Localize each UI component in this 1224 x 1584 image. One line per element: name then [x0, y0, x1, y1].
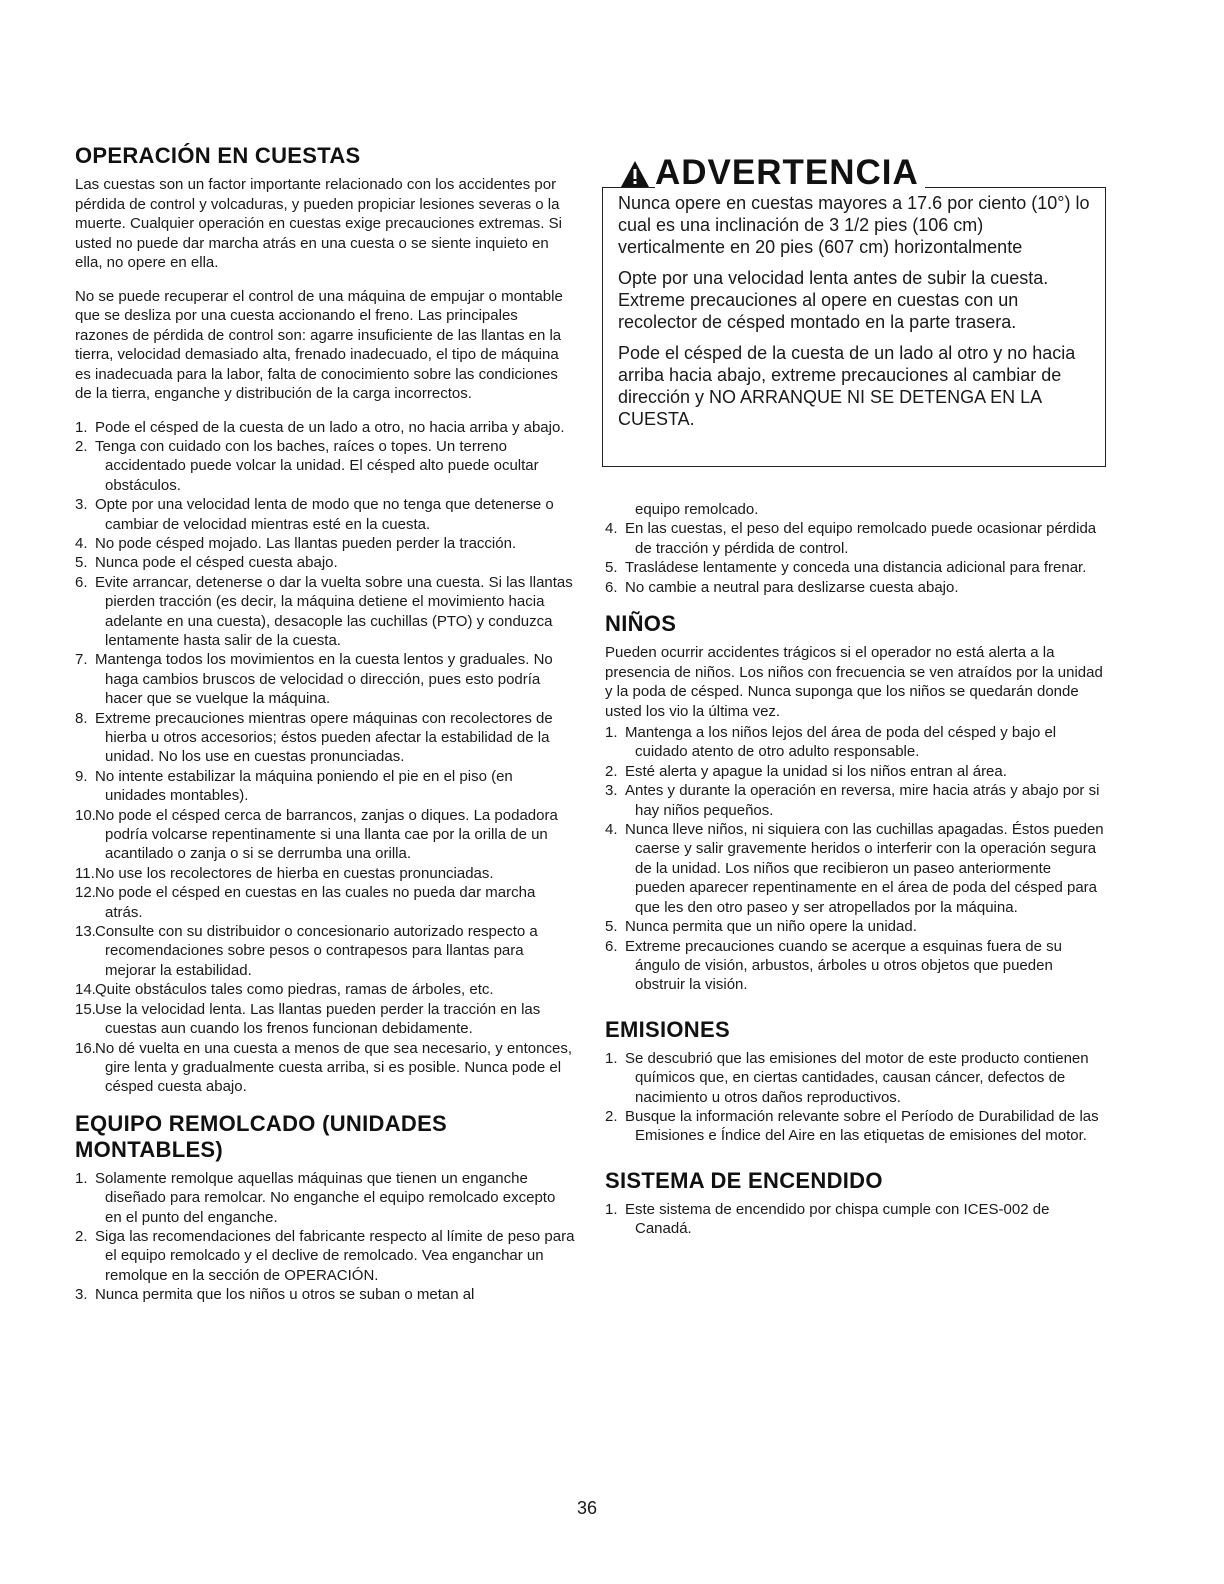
list-item [605, 1107, 1105, 1146]
warning-title: ADVERTENCIA [655, 150, 925, 196]
list-item-text: Solamente remolque aquellas máquinas que tienen un enganche diseñado para remolcar. No enganche el equipo remolcado excepto en el punto del enganche. [95, 1169, 556, 1226]
list-item-text: Antes y durante la operación en reversa, mire hacia atrás y abajo por si hay niños pequeños. [625, 782, 1100, 819]
warning-paragraph-3: Pode el césped de la cuesta de un lado al otro y no hacia arriba hacia abajo, extreme precauciones al cambiar de dirección y NO ARRANQUE NI SE DETENGA EN LA CUESTA. [618, 343, 1076, 429]
list-item-text: Se descubrió que las emisiones del motor de este producto contienen químicos que, en ciertas cantidades, causan cáncer, defectos de nacimiento u otros daños reproductivos. [625, 1049, 1089, 1106]
list-item-number: 3. [605, 782, 618, 800]
section-title-ninos: NIÑOS [605, 611, 677, 637]
list-item [75, 1039, 575, 1097]
list-item-number: 4. [605, 520, 618, 538]
list-item [605, 578, 1105, 597]
list-item-number: 16. [75, 1039, 96, 1057]
equipo-continuation: equipo remolcado. [635, 501, 759, 518]
list-item [75, 1169, 575, 1227]
list-item-text: Nunca permita que un niño opere la unidad. [625, 918, 917, 936]
warning-body [618, 192, 1094, 439]
warning-paragraph-2: Opte por una velocidad lenta antes de subir la cuesta. Extreme precauciones al opere en cuestas con un recolector de césped montado en la parte trasera. [618, 268, 1049, 332]
list-item-number: 13. [75, 923, 96, 941]
slope-safety-list [75, 418, 575, 1097]
list-item-text: Use la velocidad lenta. Las llantas pueden perder la tracción en las cuestas aun cuando los frenos funcionan debidamente. [95, 1000, 541, 1038]
operacion-paragraph-2: No se puede recuperar el control de una máquina de empujar o montable que se desliza por una cuesta accionando el freno. Las principales razones de pérdida de control son: agarre insuficiente de las llantas en la tierra, velocidad demasiado alta, frenado inadecuado, el tipo de máquina es inadecuada para la labor, falta de conocimiento sobre las condiciones de la tierra, enganche y distribución de la carga incorrectos. [75, 287, 563, 402]
list-item [75, 650, 575, 708]
list-item [75, 573, 575, 651]
list-item-number: 5. [75, 554, 88, 572]
list-item-number: 14. [75, 981, 96, 999]
list-item-number: 1. [605, 1049, 618, 1067]
list-item-text: Mantenga a los niños lejos del área de poda del césped y bajo el cuidado atento de otro adulto responsable. [625, 724, 1057, 761]
list-item-text: No intente estabilizar la máquina poniendo el pie en el piso (en unidades montables). [95, 767, 513, 805]
list-item-text: No pode el césped en cuestas en las cuales no pueda dar marcha atrás. [95, 884, 536, 921]
list-item [75, 709, 575, 767]
list-item [605, 519, 1105, 558]
list-item [75, 767, 575, 806]
list-item-number: 6. [75, 573, 88, 591]
list-item-number: 1. [605, 1200, 618, 1218]
list-item-number: 10. [75, 806, 96, 824]
ninos-list [605, 723, 1105, 995]
section-title-encendido: SISTEMA DE ENCENDIDO [605, 1167, 883, 1193]
list-item-text: Evite arrancar, detenerse o dar la vuelta sobre una cuesta. Si las llantas pierden tracción (es decir, la máquina detiene el movimiento hacia adelante en una cuesta), desacople las cuchillas (PTO) y conduzca lentamente hasta salir de la cuesta. [95, 573, 573, 649]
list-item-text: No pode césped mojado. Las llantas pueden perder la tracción. [95, 534, 517, 552]
section-title-equipo-remolcado: EQUIPO REMOLCADO (UNIDADES MONTABLES) [75, 1110, 448, 1162]
list-item-text: Trasládese lentamente y conceda una distancia adicional para frenar. [625, 559, 1087, 577]
list-item-number: 2. [605, 762, 618, 780]
operacion-paragraph-1: Las cuestas son un factor importante relacionado con los accidentes por pérdida de control y volcaduras, y pueden propiciar lesiones severas o la muerte. Cualquier operación en cuestas exige precauciones extremas. Si usted no puede dar marcha atrás en una cuesta o se siente inquieto en ella, no opere en ella. [75, 176, 562, 271]
list-item-number: 6. [605, 937, 618, 955]
list-item-text: Este sistema de encendido por chispa cumple con ICES-002 de Canadá. [625, 1200, 1050, 1238]
list-item-text: Nunca pode el césped cuesta abajo. [95, 554, 338, 572]
list-item-text: Nunca permita que los niños u otros se suban o metan al [95, 1286, 475, 1304]
list-item-text: Opte por una velocidad lenta de modo que no tenga que detenerse o cambiar de velocidad mientras esté en la cuesta. [95, 496, 554, 533]
emisiones-list [605, 1049, 1105, 1146]
list-item-number: 3. [75, 1286, 88, 1304]
list-item-number: 2. [75, 437, 88, 455]
list-item [605, 762, 1105, 781]
list-item-number: 7. [75, 651, 88, 669]
right-column [605, 500, 1105, 1253]
section-title-emisiones: EMISIONES [605, 1016, 730, 1042]
list-item-text: Extreme precauciones mientras opere máquinas con recolectores de hierba u otros accesorios; éstos pueden afectar la estabilidad de la unidad. No los use en cuestas pronunciadas. [95, 709, 553, 766]
list-item-number: 9. [75, 767, 88, 785]
list-item-text: Pode el césped de la cuesta de un lado a otro, no hacia arriba y abajo. [95, 418, 565, 436]
list-item [605, 820, 1105, 917]
list-item [75, 1285, 575, 1304]
list-item-number: 5. [605, 559, 618, 577]
list-item-number: 1. [75, 418, 88, 436]
list-item-number: 15. [75, 1000, 96, 1018]
list-item [75, 437, 575, 495]
list-item [75, 418, 575, 437]
list-item-text: Tenga con cuidado con los baches, raíces o topes. Un terreno accidentado puede volcar la unidad. El césped alto puede ocultar obstáculos. [95, 437, 539, 494]
list-item [75, 883, 575, 922]
list-item-number: 12. [75, 884, 96, 902]
list-item-text: Nunca lleve niños, ni siquiera con las cuchillas apagadas. Éstos pueden caerse y salir gravemente heridos o interferir con la operación segura de la unidad. Los niños que recibieron un paseo anteriormente pueden aparecer repentinamente en el área de poda del césped para que les den otro paseo y ser atropellados por la máquina. [625, 821, 1104, 916]
list-item-text: No cambie a neutral para deslizarse cuesta abajo. [625, 578, 959, 596]
list-item-number: 1. [75, 1169, 88, 1187]
list-item-number: 4. [605, 821, 618, 839]
list-item-text: No pode el césped cerca de barrancos, zanjas o diques. La podadora podría volcarse repentinamente si una llanta cae por la orilla de un acantilado o zanja o si se derrumba una orilla. [95, 806, 558, 863]
list-item [75, 1227, 575, 1285]
list-item [75, 980, 575, 999]
list-item [605, 781, 1105, 820]
list-item-text: Siga las recomendaciones del fabricante respecto al límite de peso para el equipo remolcado y el declive de remolcado. Vea enganchar un remolque en la sección de OPERACIÓN. [95, 1227, 575, 1284]
list-item-text: Quite obstáculos tales como piedras, ramas de árboles, etc. [95, 981, 494, 999]
list-item [75, 864, 575, 883]
list-item-number: 11. [75, 864, 95, 882]
list-item [605, 1049, 1105, 1107]
list-item-number: 2. [605, 1107, 618, 1125]
list-item-text: No use los recolectores de hierba en cuestas pronunciadas. [95, 864, 494, 882]
list-item [605, 917, 1105, 936]
list-item-number: 4. [75, 534, 88, 552]
list-item-number: 8. [75, 709, 88, 727]
list-item [75, 534, 575, 553]
list-item [75, 495, 575, 534]
list-item-number: 6. [605, 578, 618, 596]
warning-paragraph-1: Nunca opere en cuestas mayores a 17.6 por ciento (10°) lo cual es una inclinación de 3 1/2 pies (106 cm) verticalmente en 20 pies (607 cm) horizontalmente [618, 193, 1090, 257]
list-item-text: Extreme precauciones cuando se acerque a esquinas fuera de su ángulo de visión, arbustos, árboles u otros objetos que pueden obstruir la visión. [625, 937, 1062, 994]
list-item [75, 553, 575, 572]
list-item-number: 3. [75, 496, 88, 514]
left-column [75, 143, 575, 1319]
list-item-text: Busque la información relevante sobre el Período de Durabilidad de las Emisiones e Índice del Aire en las etiquetas de emisiones del motor. [625, 1107, 1099, 1145]
list-item [605, 937, 1105, 995]
warning-triangle-icon [620, 160, 650, 188]
list-item-text: Consulte con su distribuidor o concesionario autorizado respecto a recomendaciones sobre pesos o contrapesos para llantas para mejorar la estabilidad. [95, 923, 538, 979]
page-number: 36 [577, 1498, 598, 1518]
list-item [75, 922, 575, 980]
equipo-remolcado-list [75, 1169, 575, 1305]
list-item-number: 1. [605, 724, 618, 742]
equipo-remolcado-list-continued [605, 519, 1105, 597]
list-item [75, 806, 575, 864]
list-item-text: En las cuestas, el peso del equipo remolcado puede ocasionar pérdida de tracción y pérdida de control. [625, 520, 1097, 557]
list-item-text: Esté alerta y apague la unidad si los niños entran al área. [625, 762, 1007, 780]
ninos-paragraph: Pueden ocurrir accidentes trágicos si el operador no está alerta a la presencia de niños. Los niños con frecuencia se ven atraídos por la unidad y la poda de césped. Nunca suponga que los niños se quedarán donde usted los vio la última vez. [605, 644, 1103, 720]
list-item-number: 5. [605, 918, 618, 936]
list-item [605, 1200, 1105, 1239]
list-item [75, 1000, 575, 1039]
list-item-number: 2. [75, 1227, 88, 1245]
list-item-text: Mantenga todos los movimientos en la cuesta lentos y graduales. No haga cambios bruscos de velocidad o dirección, pues esto podría hacer que se vuelque la máquina. [95, 651, 553, 708]
list-item-text: No dé vuelta en una cuesta a menos de que sea necesario, y entonces, gire lenta y gradualmente cuesta arriba, si es posible. Nunca pode el césped cuesta abajo. [95, 1039, 572, 1096]
list-item [605, 558, 1105, 577]
encendido-list [605, 1200, 1105, 1239]
list-item [605, 723, 1105, 762]
section-title-operacion: OPERACIÓN EN CUESTAS [75, 143, 361, 168]
